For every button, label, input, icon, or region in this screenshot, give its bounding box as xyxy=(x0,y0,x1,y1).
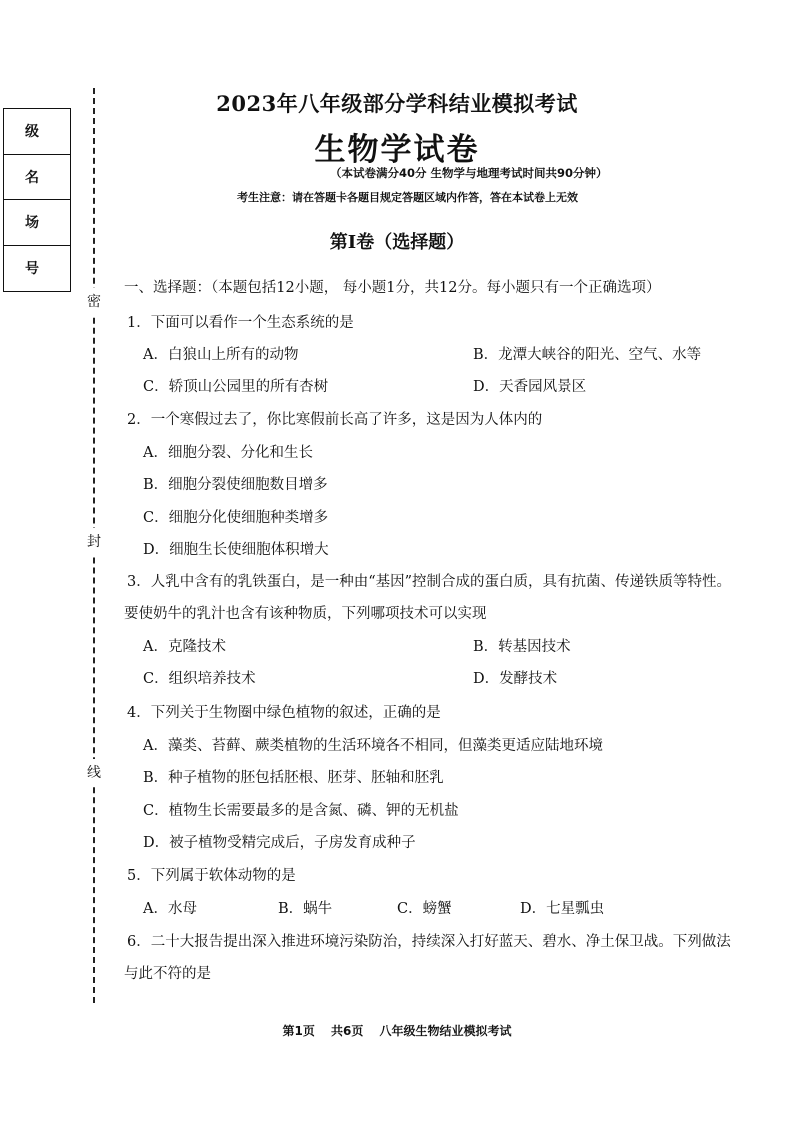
class-label-cell: 级 xyxy=(4,109,70,155)
question-4-option-a: A．藻类、苔藓、蕨类植物的生活环境各不相同，但藻类更适应陆地环境 xyxy=(143,738,603,754)
question-3-stem-line2: 要使奶牛的乳汁也含有该种物质，下列哪项技术可以实现 xyxy=(124,606,487,622)
question-6-stem-line1: 6．二十大报告提出深入推进环境污染防治，持续深入打好蓝天、碧水、净土保卫战。下列做法 xyxy=(127,934,731,950)
exam-notice: 考生注意：请在答题卡各题目规定答题区域内作答，答在本试卷上无效 xyxy=(237,191,578,204)
subject-title: 生物学试卷 xyxy=(314,132,480,168)
question-5-option-b: B．蜗牛 xyxy=(278,901,333,917)
binding-char-feng: 封 xyxy=(85,528,103,554)
question-6-stem-line2: 与此不符的是 xyxy=(124,966,211,982)
section-title: 第Ⅰ卷（选择题） xyxy=(329,232,465,253)
question-4-option-d: D．被子植物受精完成后，子房发育成种子 xyxy=(143,835,416,851)
question-4-stem: 4．下列关于生物圈中绿色植物的叙述，正确的是 xyxy=(127,705,441,721)
question-2-stem: 2．一个寒假过去了，你比寒假前长高了许多，这是因为人体内的 xyxy=(127,412,543,428)
page-footer: 第1页 共6页 八年级生物结业模拟考试 xyxy=(282,1024,512,1038)
question-5-option-c: C．螃蟹 xyxy=(397,901,452,917)
question-1-option-c: C．轿顶山公园里的所有杏树 xyxy=(143,379,329,395)
question-3-option-c: C．组织培养技术 xyxy=(143,671,256,687)
exam-room-label-cell: 场 xyxy=(4,200,70,246)
question-2-option-c: C．细胞分化使细胞种类增多 xyxy=(143,510,329,526)
exam-title: 2023年八年级部分学科结业模拟考试 xyxy=(216,91,578,116)
question-5-option-a: A．水母 xyxy=(143,901,197,917)
question-4-option-c: C．植物生长需要最多的是含氮、磷、钾的无机盐 xyxy=(143,803,459,819)
question-1-option-d: D．天香园风景区 xyxy=(473,379,587,395)
question-5-option-d: D．七星瓢虫 xyxy=(520,901,605,917)
question-3-option-d: D．发酵技术 xyxy=(473,671,558,687)
question-2-option-b: B．细胞分裂使细胞数目增多 xyxy=(143,477,328,493)
exam-info: （本试卷满分40分 生物学与地理考试时间共90分钟） xyxy=(330,166,608,180)
section-instruction: 一、选择题：（本题包括12小题， 每小题1分，共12分。每小题只有一个正确选项） xyxy=(124,280,661,296)
question-2-option-a: A．细胞分裂、分化和生长 xyxy=(143,445,313,461)
question-1-option-b: B．龙潭大峡谷的阳光、空气、水等 xyxy=(473,347,702,363)
question-3-option-a: A．克隆技术 xyxy=(143,639,226,655)
question-1-stem: 1．下面可以看作一个生态系统的是 xyxy=(127,315,354,331)
question-2-option-d: D．细胞生长使细胞体积增大 xyxy=(143,542,329,558)
question-3-stem-line1: 3．人乳中含有的乳铁蛋白，是一种由“基因”控制合成的蛋白质，具有抗菌、传递铁质等特性。 xyxy=(127,574,732,590)
binding-char-mi: 密 xyxy=(85,288,103,314)
name-label-cell: 名 xyxy=(4,155,70,201)
question-1-option-a: A．白狼山上所有的动物 xyxy=(143,347,299,363)
binding-char-xian: 线 xyxy=(85,759,103,785)
question-3-option-b: B．转基因技术 xyxy=(473,639,571,655)
question-4-option-b: B．种子植物的胚包括胚根、胚芽、胚轴和胚乳 xyxy=(143,770,444,786)
seat-number-label-cell: 号 xyxy=(25,261,39,278)
question-5-stem: 5．下列属于软体动物的是 xyxy=(127,868,296,884)
